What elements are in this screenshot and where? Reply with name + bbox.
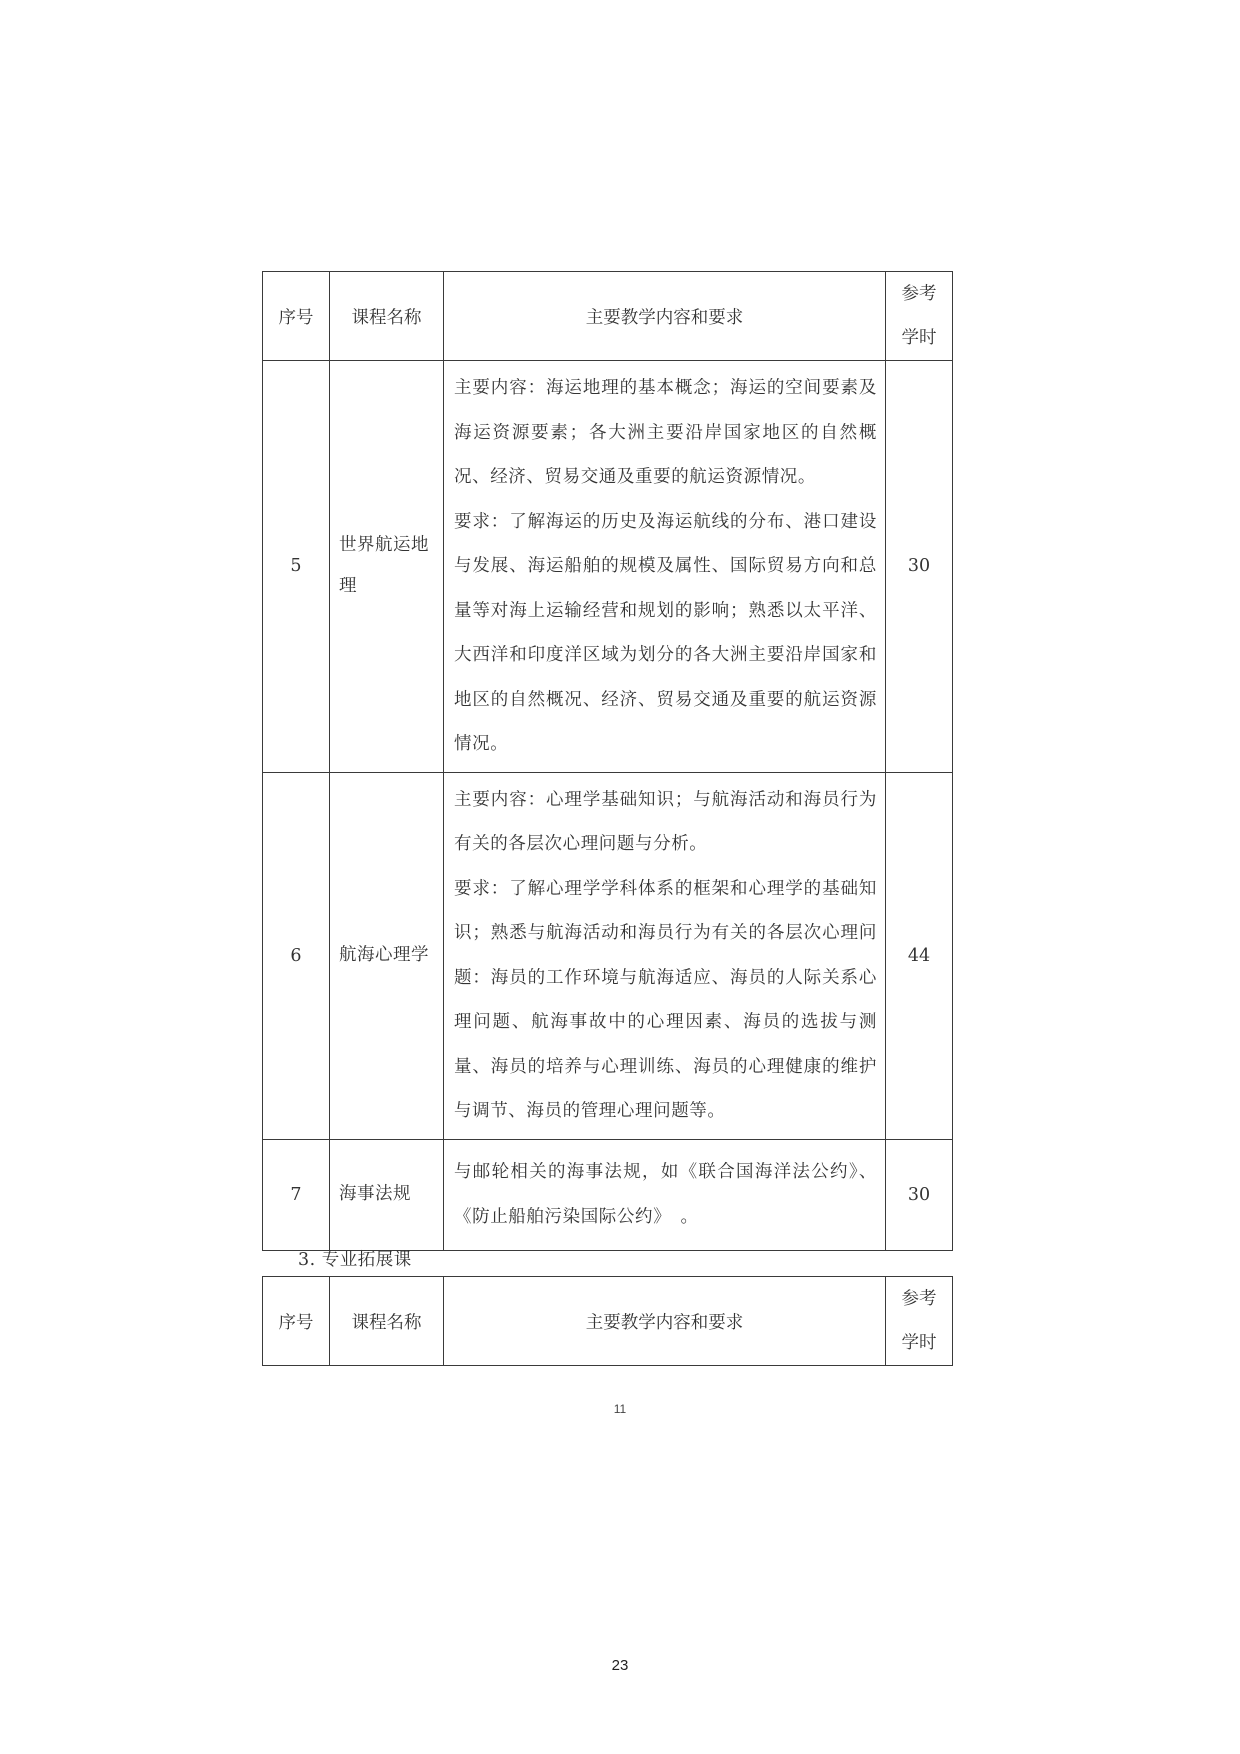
- course-content-text: 主要内容：心理学基础知识；与航海活动和海员行为有关的各层次心理问题与分析。: [454, 789, 877, 854]
- course-hours: 44: [886, 772, 953, 1139]
- table-header-row: [263, 1277, 953, 1366]
- header-hours-line2: 学时: [901, 328, 937, 348]
- course-content-text: 与邮轮相关的海事法规，如《联合国海洋法公约》、《防止船舶污染国际公约》 。: [454, 1162, 877, 1227]
- course-hours: 30: [886, 361, 953, 773]
- header-hours-line2: 学时: [901, 1333, 937, 1353]
- header-name: 课程名称: [330, 272, 444, 361]
- course-name: 世界航运地理: [330, 361, 444, 773]
- course-requirement-text: 要求：了解心理学学科体系的框架和心理学的基础知识；熟悉与航海活动和海员行为有关的各层次心理问题：海员的工作环境与航海适应、海员的人际关系心理问题、航海事故中的心理因素、海员的选拔与测量、海员的培养与心理训练、海员的心理健康的维护与调节、海员的管理心理问题等。: [454, 878, 877, 1121]
- section-heading: 3. 专业拓展课: [298, 1250, 412, 1270]
- inner-page-number: 11: [613, 1402, 627, 1416]
- course-no: 6: [263, 772, 330, 1139]
- header-name: 课程名称: [330, 1277, 444, 1366]
- header-content: 主要教学内容和要求: [444, 1277, 886, 1366]
- course-content: [444, 361, 886, 773]
- extension-course-table: [262, 1276, 953, 1366]
- table-row: [263, 772, 953, 1139]
- page-number: 23: [611, 1657, 629, 1674]
- table-row: [263, 361, 953, 773]
- course-content: [444, 1139, 886, 1250]
- course-content: [444, 772, 886, 1139]
- course-name: 海事法规: [330, 1139, 444, 1250]
- table-header-row: [263, 272, 953, 361]
- course-no: 7: [263, 1139, 330, 1250]
- course-content-text: 主要内容：海运地理的基本概念；海运的空间要素及海运资源要素；各大洲主要沿岸国家地区的自然概况、经济、贸易交通及重要的航运资源情况。: [454, 378, 877, 487]
- course-no: 5: [263, 361, 330, 773]
- header-hours: [886, 1277, 953, 1366]
- table-row: [263, 1139, 953, 1250]
- course-table: [262, 271, 953, 1251]
- header-hours-line1: 参考: [901, 1289, 937, 1309]
- course-hours: 30: [886, 1139, 953, 1250]
- course-name: 航海心理学: [330, 772, 444, 1139]
- header-hours-line1: 参考: [901, 284, 937, 304]
- header-hours: [886, 272, 953, 361]
- header-content: 主要教学内容和要求: [444, 272, 886, 361]
- header-no: 序号: [263, 272, 330, 361]
- course-requirement-text: 要求：了解海运的历史及海运航线的分布、港口建设与发展、海运船舶的规模及属性、国际贸易方向和总量等对海上运输经营和规划的影响；熟悉以太平洋、大西洋和印度洋区域为划分的各大洲主要沿岸国家和地区的自然概况、经济、贸易交通及重要的航运资源情况。: [454, 511, 877, 754]
- header-no: 序号: [263, 1277, 330, 1366]
